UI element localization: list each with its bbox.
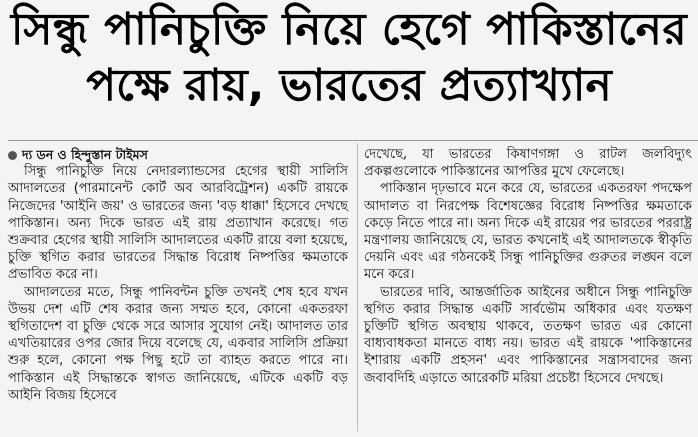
byline-text: দ্য ডন ও হিন্দুস্তান টাইমস: [22, 147, 148, 162]
paragraph: আদালতের মতে, সিন্ধু পানিবন্টন চুক্তি তখনই শেষ হবে যখন উভয় দেশ এটি শেষ করার জন্য সম্মত হবে, কোনো একতরফা স্থগিতাদেশ বা চুক্তি থেকে সরে আসার সুযোগ নেই। আদালত তার এখতিয়ারের ওপর জোর দিয়ে বলেছে যে, একবার সালিসি প্রক্রিয়া শুরু হলে, কোনো পক্ষ পিছু হটে তা ব্যাহত করতে পারে না। পাকিস্তান এই সিদ্ধান্তকে স্বাগত জানিয়েছে, এটিকে একটি বড় আইনি বিজয় হিসেবে: [8, 284, 348, 403]
headline-divider: [8, 140, 698, 141]
paragraph: সিন্ধু পানিচুক্তি নিয়ে নেদারল্যান্ডসের হেগের স্থায়ী সালিসি আদালতের (পারমানেন্ট কোর্ট অব আরবিট্রেশন) একটি রায়কে নিজেদের 'আইনি জয়' ও ভারতের জন্য 'বড় ধাক্কা' হিসেবে দেখছে পাকিস্তান। অন্য দিকে ভারত এই রায় প্রত্যাখান করেছে। গত শুক্রবার হেগের স্থায়ী সালিসি আদালতের একটি রায়ে বলা হয়েছে, চুক্তি স্থগিত করার ভারতের সিদ্ধান্ত বিরোধ নিষ্পত্তির ক্ষমতাকে প্রভাবিত করে না।: [8, 164, 348, 283]
column-divider: [357, 143, 358, 431]
headline-line-1: সিন্ধু পানিচুক্তি নিয়ে হেগে পাকিস্তানের: [10, 4, 688, 55]
headline: [0, 4, 698, 112]
article-column-left: [8, 146, 348, 404]
paragraph: ভারতের দাবি, আন্তর্জাতিক আইনের অধীনে সিন্ধু পানিচুক্তি স্থগিত করার সিদ্ধান্ত একটি সার্বভৌম অধিকার এবং যতক্ষণ চুক্তিটি স্থগিত অবস্থায় থাকবে, ততক্ষণ ভারত এর কোনো বাধ্যবাধকতা মানতে বাধ্য নয়। ভারত এই রায়কে 'পাকিস্তানের ইশারায় একটি প্রহসন' এবং পাকিস্তানের সন্ত্রাসবাদের জন্য জবাবদিহি এড়াতে আরেকটি মরিয়া প্রচেষ্টা হিসেবে দেখছে।: [364, 284, 692, 386]
bullet-icon: [8, 151, 17, 160]
paragraph: পাকিস্তান দৃঢ়ভাবে মনে করে যে, ভারতের একতরফা পদক্ষেপ আদালত বা নিরপেক্ষ বিশেষজ্ঞের বিরোধ নিষ্পত্তির ক্ষমতাকে কেড়ে নিতে পারে না। অন্য দিকে এই রায়ের পর ভারতের পররাষ্ট্র মন্ত্রণালয় জানিয়েছে যে, ভারত কখনোই এই আদালতকে স্বীকৃতি দেয়নি এবং এর গঠনকেই সিন্ধু পানিচুক্তির গুরুতর লঙ্ঘন বলে মনে করে।: [364, 181, 692, 283]
paragraph: দেখেছে, যা ভারতের কিষাণগঙ্গা ও রাটল জলবিদ্যুৎ প্রকল্পগুলোকে পাকিস্তানের আপত্তির মুখে ফেলেছে।: [364, 147, 692, 180]
article-column-right: [364, 146, 692, 387]
byline: [8, 146, 348, 163]
headline-line-2: পক্ষে রায়, ভারতের প্রত্যাখ্যান: [86, 60, 612, 111]
